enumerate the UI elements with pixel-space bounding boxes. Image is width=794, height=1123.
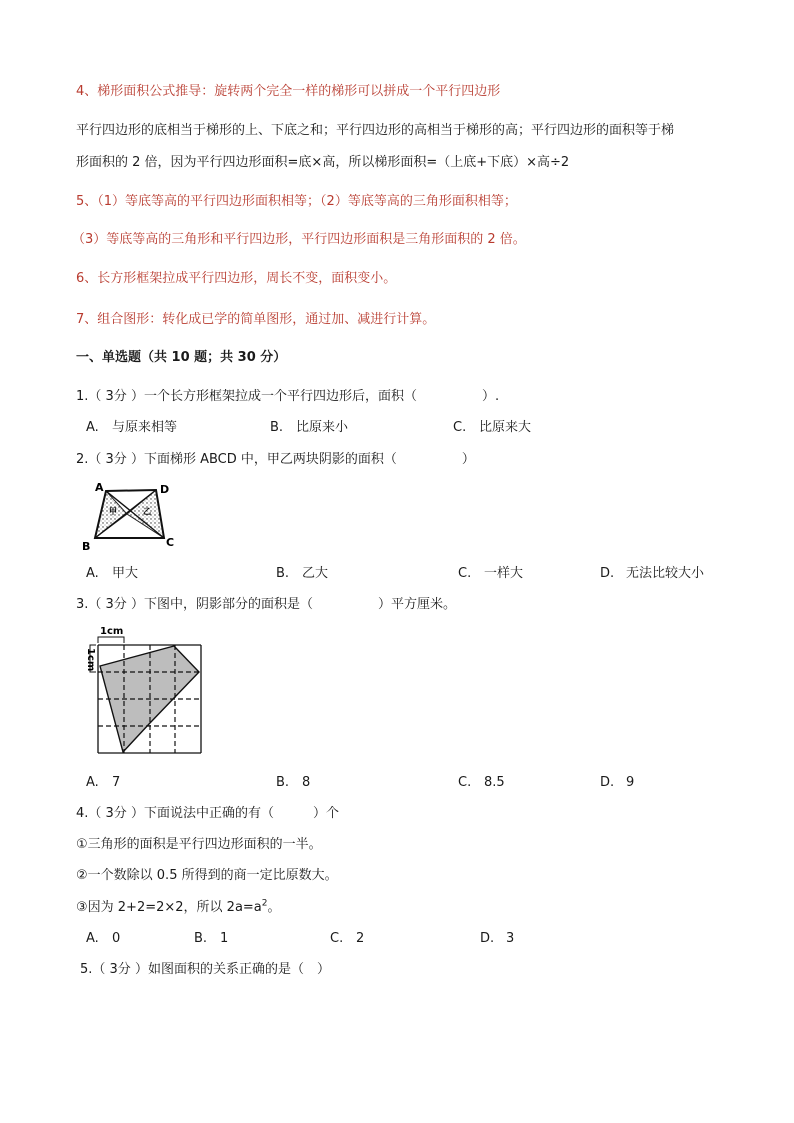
q4-option-b[interactable]: [194, 931, 228, 947]
q2-trapezoid-figure: [78, 478, 188, 553]
q4-statement-3: [76, 900, 281, 916]
q3-option-c[interactable]: [458, 775, 505, 791]
q1-option-b[interactable]: [270, 420, 348, 436]
option-key: A.: [86, 420, 99, 435]
vertex-label-d: D: [160, 483, 170, 496]
statement-text: ③因为 2+2=2×2，所以 2a=a: [76, 900, 262, 915]
option-key: A.: [86, 775, 99, 790]
q3-option-b[interactable]: [276, 775, 310, 791]
q3-option-d[interactable]: [600, 775, 634, 791]
option-text: 1: [220, 931, 229, 946]
note-7: 7、组合图形：转化成已学的简单图形，通过加、减进行计算。: [76, 312, 436, 327]
unit-bracket-horizontal: [98, 637, 124, 643]
region-label-yi: 乙: [143, 507, 151, 516]
option-key: C.: [458, 775, 472, 790]
option-text: 8: [302, 775, 311, 790]
note-5-line-2: （3）等底等高的三角形和平行四边形，平行四边形面积是三角形面积的 2 倍。: [72, 232, 526, 247]
option-key: C.: [458, 566, 472, 581]
option-text: 一样大: [484, 566, 524, 581]
option-key: C.: [330, 931, 344, 946]
q1-option-a[interactable]: [86, 420, 177, 436]
q1-option-c[interactable]: [453, 420, 531, 436]
option-text: 0: [112, 931, 121, 946]
option-text: 7: [112, 775, 121, 790]
option-text: 无法比较大小: [626, 566, 705, 581]
statement-end: 。: [267, 900, 281, 915]
note-5-line-1: 5、（1）等底等高的平行四边形面积相等；（2）等底等高的三角形面积相等；: [76, 194, 517, 209]
q2-option-b[interactable]: [276, 566, 328, 582]
q2-stem: 2.（ 3分 ）下面梯形 ABCD 中，甲乙两块阴影的面积（ ）: [76, 452, 475, 467]
option-text: 甲大: [112, 566, 139, 581]
region-label-jia: 甲: [109, 507, 117, 516]
option-text: 3: [506, 931, 515, 946]
option-text: 乙大: [302, 566, 329, 581]
q4-option-d[interactable]: [480, 931, 514, 947]
q3-option-a[interactable]: [86, 775, 120, 791]
section-title: 一、单选题（共 10 题；共 30 分）: [76, 350, 287, 365]
option-key: B.: [276, 566, 290, 581]
q4-statement-1: ①三角形的面积是平行四边形面积的一半。: [76, 837, 322, 852]
q1-stem: 1.（ 3分 ）一个长方形框架拉成一个平行四边形后，面积（ ）.: [76, 389, 500, 404]
option-key: A.: [86, 931, 99, 946]
option-text: 与原来相等: [112, 420, 178, 435]
note-4-line-2: 形面积的 2 倍，因为平行四边形面积=底×高，所以梯形面积=（上底+下底）×高÷2: [76, 155, 570, 170]
q4-option-a[interactable]: [86, 931, 120, 947]
q3-stem: 3.（ 3分 ）下图中，阴影部分的面积是（ ）平方厘米。: [76, 597, 456, 612]
q2-option-a[interactable]: [86, 566, 138, 582]
vertex-label-b: B: [82, 540, 91, 553]
q3-grid-figure: [76, 622, 206, 757]
option-key: B.: [276, 775, 290, 790]
option-key: B.: [194, 931, 208, 946]
q4-statement-2: ②一个数除以 0.5 所得到的商一定比原数大。: [76, 868, 338, 883]
unit-label-vertical: 1cm: [85, 648, 96, 672]
option-text: 比原来大: [479, 420, 532, 435]
q2-option-d[interactable]: [600, 566, 704, 582]
option-text: 9: [626, 775, 635, 790]
vertex-label-a: A: [95, 481, 104, 494]
exponent: 2: [261, 898, 268, 909]
option-key: B.: [270, 420, 284, 435]
unit-label-horizontal: 1cm: [100, 626, 124, 637]
option-key: C.: [453, 420, 467, 435]
note-4-line-1: 平行四边形的底相当于梯形的上、下底之和；平行四边形的高相当于梯形的高；平行四边形的面积等于梯: [76, 123, 675, 138]
q2-option-c[interactable]: [458, 566, 523, 582]
option-key: D.: [600, 566, 615, 581]
note-6: 6、长方形框架拉成平行四边形，周长不变，面积变小。: [76, 271, 397, 286]
option-key: D.: [600, 775, 615, 790]
option-key: D.: [480, 931, 495, 946]
note-4-heading: 4、梯形面积公式推导：旋转两个完全一样的梯形可以拼成一个平行四边形: [76, 84, 501, 99]
option-text: 8.5: [484, 775, 505, 790]
q5-stem: 5.（ 3分 ）如图面积的关系正确的是（ ）: [80, 962, 330, 977]
vertex-label-c: C: [166, 536, 175, 549]
q4-stem: 4.（ 3分 ）下面说法中正确的有（ ）个: [76, 806, 339, 821]
option-text: 2: [356, 931, 365, 946]
q4-option-c[interactable]: [330, 931, 364, 947]
option-text: 比原来小: [296, 420, 349, 435]
option-key: A.: [86, 566, 99, 581]
